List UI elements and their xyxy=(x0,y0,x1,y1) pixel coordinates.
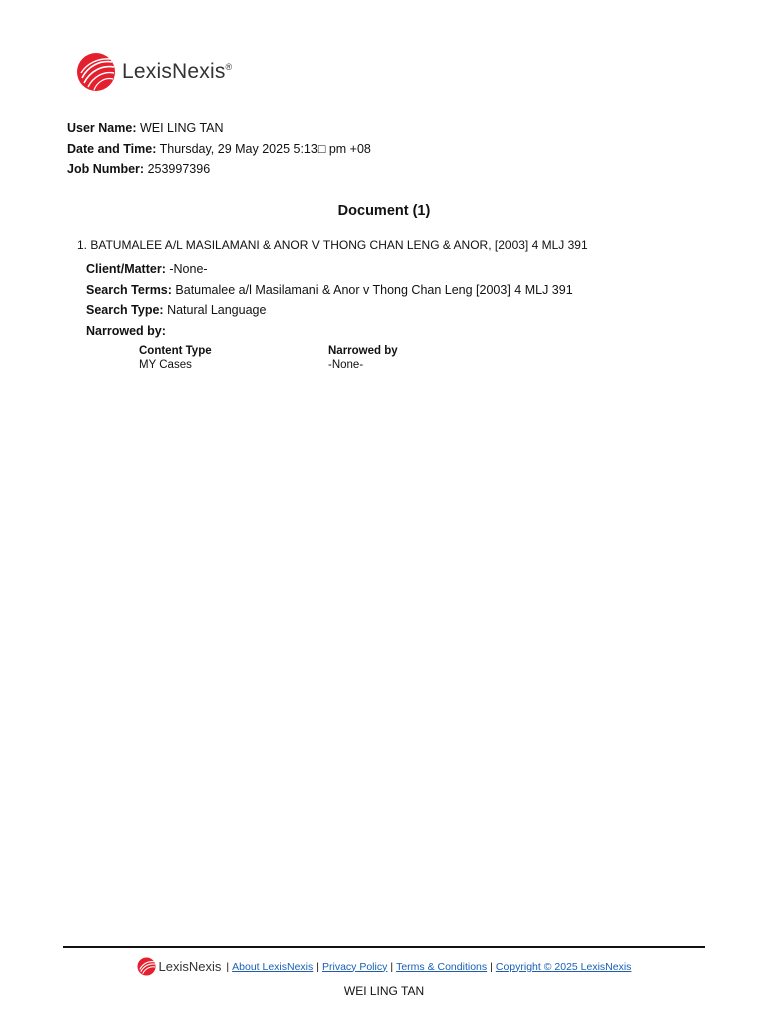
client-matter-line xyxy=(86,259,573,280)
search-type-label: Search Type: xyxy=(86,303,164,318)
footer-links-bar: LexisNexis | About LexisNexis | Privacy Policy | Terms & Conditions | Copyright © 2025 LexisNexis xyxy=(0,957,768,976)
search-terms-value: Batumalee a/l Masilamani & Anor v Thong Chan Leng [2003] 4 MLJ 391 xyxy=(175,282,573,297)
narrowed-by-header: Narrowed by xyxy=(328,345,398,357)
job-number-value: 253997396 xyxy=(147,162,211,176)
search-type-line xyxy=(86,300,573,321)
footer-logo-wordmark: LexisNexis xyxy=(158,959,222,974)
document-heading: Document (1) xyxy=(337,203,431,219)
search-terms-line xyxy=(86,280,573,301)
document-item-title: 1. BATUMALEE A/L MASILAMANI & ANOR V THONG CHAN LENG & ANOR, [2003] 4 MLJ 391 xyxy=(77,238,588,252)
content-type-value: MY Cases xyxy=(139,359,192,371)
about-lexisnexis-link[interactable]: About LexisNexis xyxy=(232,960,314,973)
client-matter-value: -None- xyxy=(169,262,208,276)
lexisnexis-globe-icon xyxy=(137,957,156,976)
privacy-policy-link[interactable]: Privacy Policy xyxy=(322,960,388,973)
user-name-value: WEI LING TAN xyxy=(139,121,224,135)
search-type-value: Natural Language xyxy=(167,303,267,318)
copyright-link[interactable]: Copyright © 2025 LexisNexis xyxy=(495,960,632,973)
job-number-line xyxy=(67,159,371,180)
job-metadata xyxy=(67,118,371,180)
search-terms-label: Search Terms: xyxy=(86,282,172,297)
narrowed-by-column xyxy=(328,344,508,372)
logo-wordmark: LexisNexis® xyxy=(122,60,233,83)
user-name-line xyxy=(67,118,371,139)
footer-user-name: WEI LING TAN xyxy=(343,984,425,998)
date-time-label: Date and Time: xyxy=(67,141,157,156)
footer-logo xyxy=(137,957,222,976)
content-type-column xyxy=(139,344,319,372)
narrowed-by-line xyxy=(86,321,573,342)
date-time-line xyxy=(67,139,371,160)
terms-conditions-link[interactable]: Terms & Conditions xyxy=(396,960,488,973)
lexisnexis-globe-icon xyxy=(76,52,116,92)
job-number-label: Job Number: xyxy=(67,162,145,176)
narrowed-by-label: Narrowed by: xyxy=(86,324,166,339)
footer-divider xyxy=(63,946,705,948)
client-matter-label: Client/Matter: xyxy=(86,262,166,276)
document-item-details xyxy=(86,259,573,342)
date-time-value: Thursday, 29 May 2025 5:13□ pm +08 xyxy=(159,141,371,156)
user-name-label: User Name: xyxy=(67,121,137,135)
lexisnexis-logo xyxy=(76,52,232,92)
narrowed-by-value: -None- xyxy=(328,359,364,371)
content-type-header: Content Type xyxy=(139,345,212,357)
